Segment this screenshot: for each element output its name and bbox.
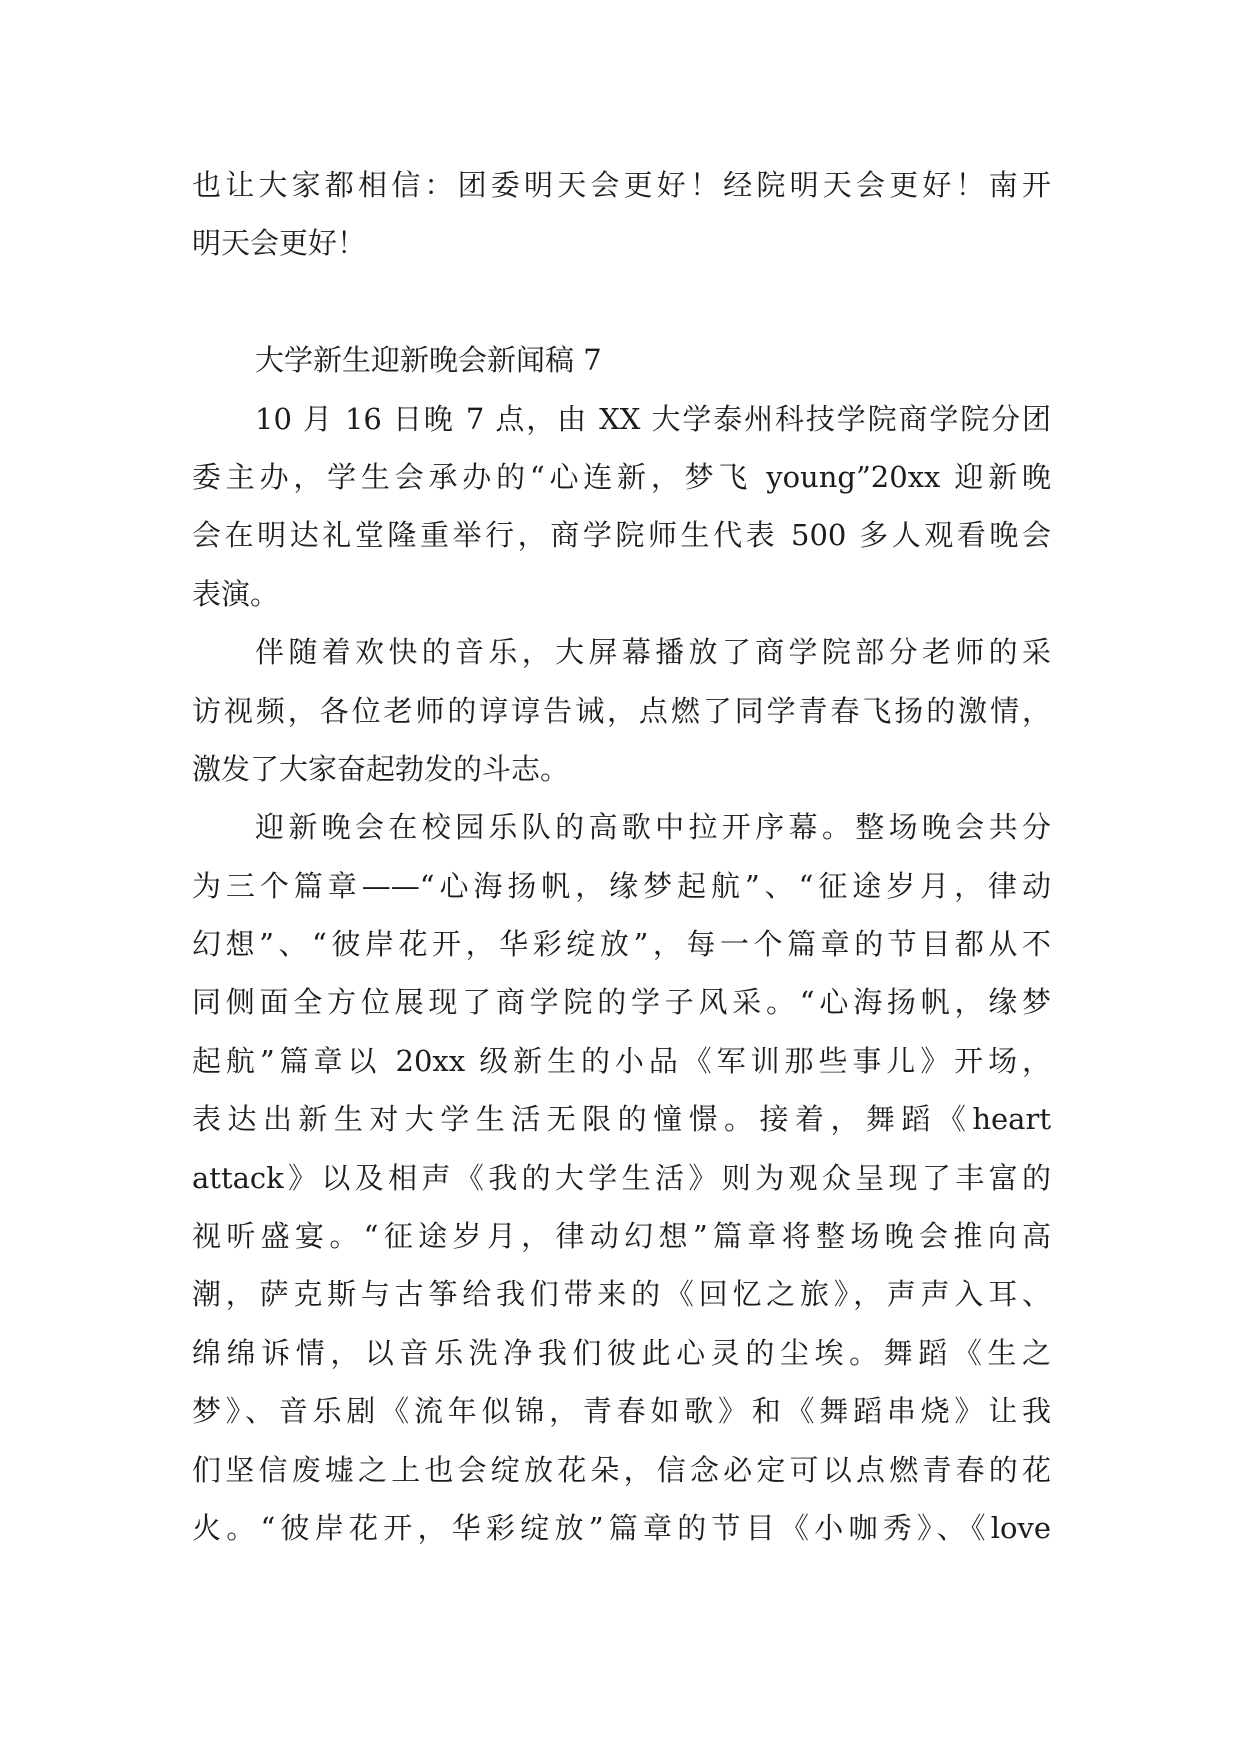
text-line: 梦》、音乐剧《流年似锦，青春如歌》和《舞蹈串烧》让我 bbox=[192, 1394, 1051, 1429]
text-line: 为三个篇章——“心海扬帆，缘梦起航”、“征途岁月，律动 bbox=[192, 868, 1051, 903]
text-line: 视听盛宴。“征途岁月，律动幻想”篇章将整场晚会推向高 bbox=[192, 1219, 1051, 1254]
text-line: 表达出新生对大学生活无限的憧憬。接着，舞蹈《heart bbox=[192, 1102, 1051, 1137]
section-heading: 大学新生迎新晚会新闻稿 7 bbox=[255, 343, 602, 378]
text-line: 也让大家都相信：团委明天会更好！经院明天会更好！南开 bbox=[192, 168, 1051, 202]
text-line: 明天会更好！ bbox=[192, 226, 367, 261]
text-line: 们坚信废墟之上也会绽放花朵，信念必定可以点燃青春的花 bbox=[192, 1452, 1051, 1487]
text-line: 火。“彼岸花开，华彩绽放”篇章的节目《小咖秀》、《love bbox=[192, 1510, 1051, 1545]
text-line: 同侧面全方位展现了商学院的学子风采。“心海扬帆，缘梦 bbox=[192, 985, 1051, 1020]
text-line: 会在明达礼堂隆重举行，商学院师生代表 500 多人观看晚会 bbox=[192, 518, 1051, 553]
text-line: 起航”篇章以 20xx 级新生的小品《军训那些事儿》开场， bbox=[192, 1043, 1051, 1078]
text-line: 绵绵诉情，以音乐洗净我们彼此心灵的尘埃。舞蹈《生之 bbox=[192, 1335, 1051, 1370]
text-line: 迎新晚会在校园乐队的高歌中拉开序幕。整场晚会共分 bbox=[255, 810, 1051, 845]
text-line: 10 月 16 日晚 7 点，由 XX 大学泰州科技学院商学院分团 bbox=[255, 401, 1051, 436]
text-line: 潮，萨克斯与古筝给我们带来的《回忆之旅》，声声入耳、 bbox=[192, 1277, 1051, 1312]
text-line: 访视频，各位老师的谆谆告诫，点燃了同学青春飞扬的激情， bbox=[192, 693, 1051, 728]
text-line: 伴随着欢快的音乐，大屏幕播放了商学院部分老师的采 bbox=[255, 635, 1051, 670]
document-body bbox=[192, 156, 1051, 1557]
text-line: 表演。 bbox=[192, 576, 280, 611]
text-line: 委主办，学生会承办的“心连新，梦飞 young”20xx 迎新晚 bbox=[192, 459, 1051, 494]
blank-line bbox=[192, 273, 1051, 331]
text-line: 幻想”、“彼岸花开，华彩绽放”，每一个篇章的节目都从不 bbox=[192, 927, 1051, 962]
text-line: attack》以及相声《我的大学生活》则为观众呈现了丰富的 bbox=[192, 1160, 1051, 1195]
text-line: 激发了大家奋起勃发的斗志。 bbox=[192, 751, 570, 786]
